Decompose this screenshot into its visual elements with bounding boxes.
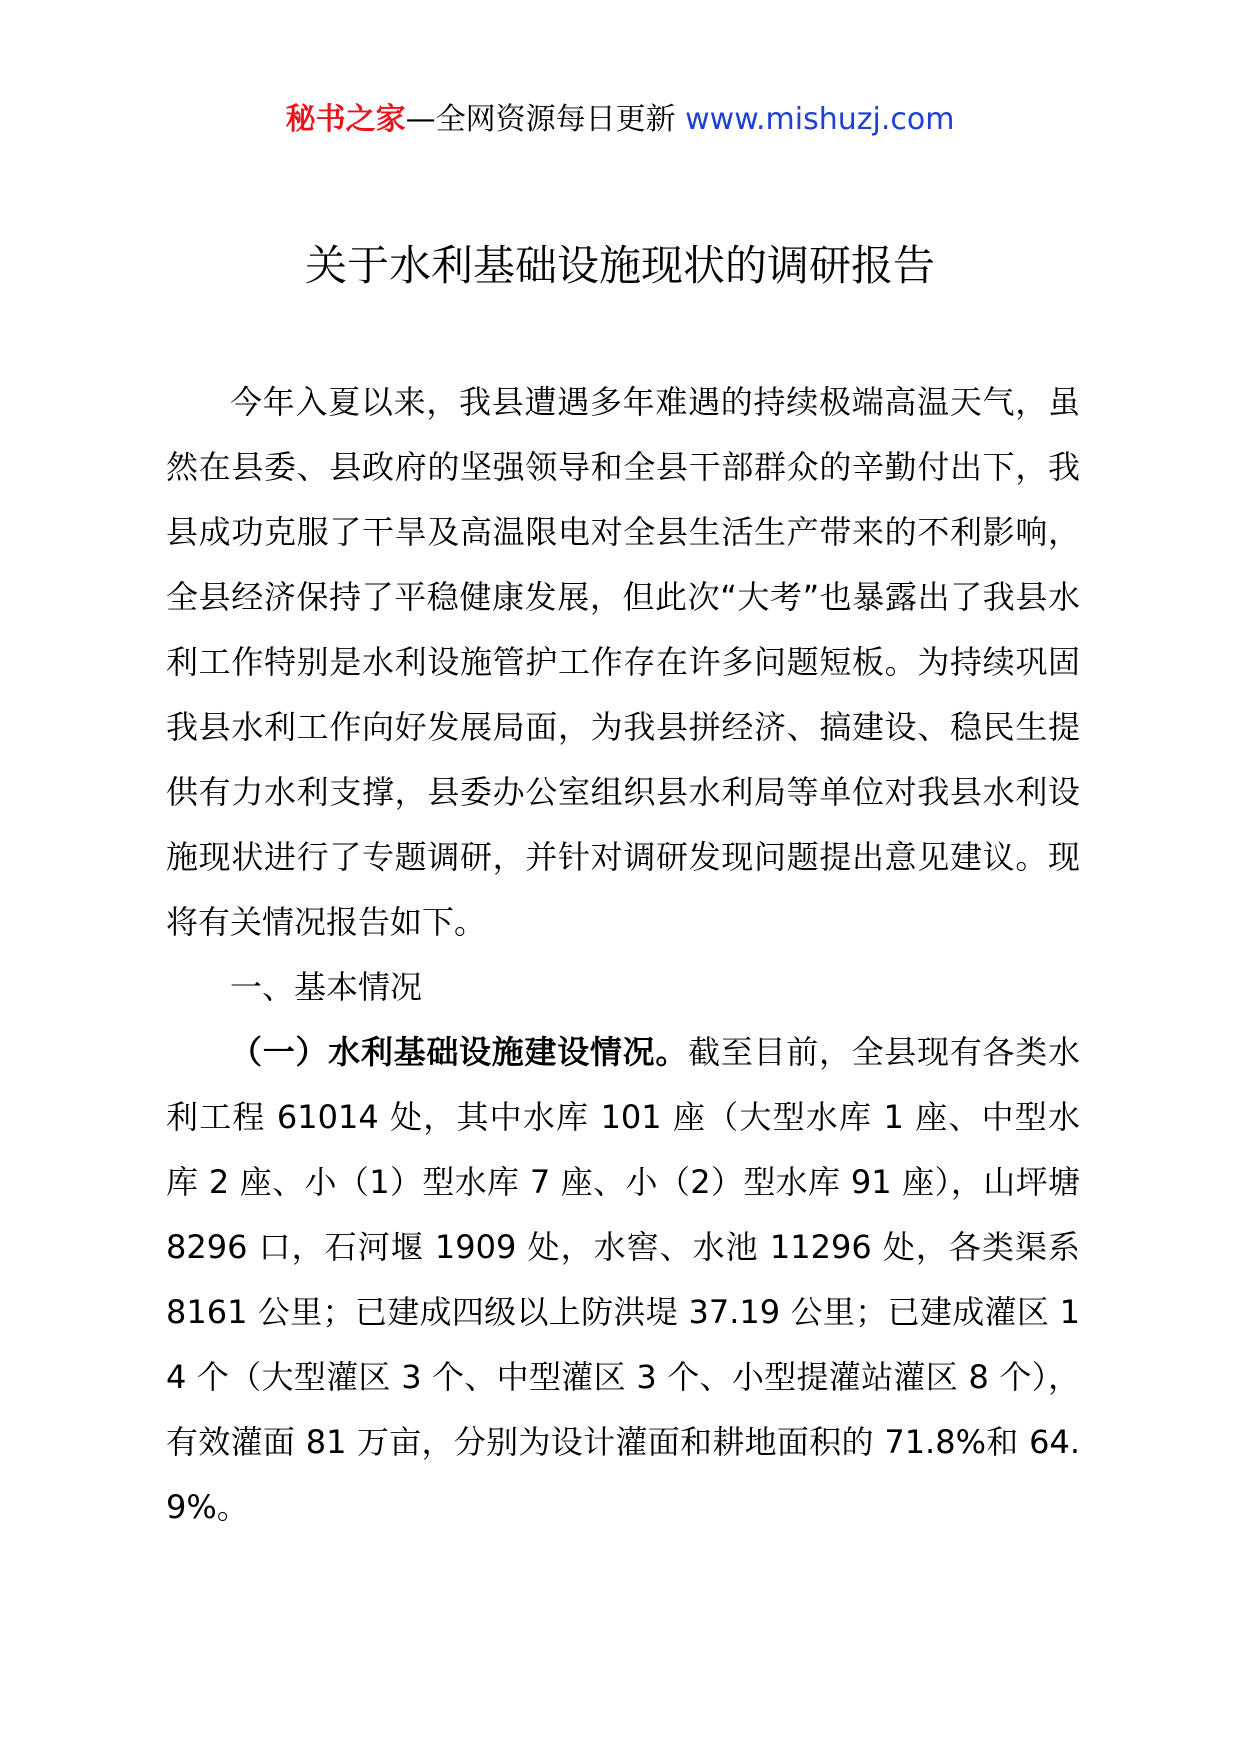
- document-title: 关于水利基础设施现状的调研报告: [304, 241, 935, 290]
- site-slogan: —全网资源每日更新: [405, 102, 686, 137]
- site-brand: 秘书之家: [285, 102, 406, 137]
- subsection-lead: （一）水利基础设施建设情况。: [230, 1033, 689, 1071]
- intro-paragraph: 今年入夏以来，我县遭遇多年难遇的持续极端高温天气，虽然在县委、县政府的坚强领导和全县干部群众的辛勤付出下，我县成功克服了干旱及高温限电对全县生活生产带来的不利影响，全县经济保持了平稳健康发展，但此次“大考”也暴露出了我县水利工作特别是水利设施管护工作存在许多问题短板。为持续巩固我县水利工作向好发展局面，为我县拼经济、搞建设、稳民生提供有力水利支撑，县委办公室组织县水利局等单位对我县水利设施现状进行了专题调研，并针对调研发现问题提出意见建议。现将有关情况报告如下。: [166, 383, 1080, 941]
- subsection-paragraph-infrastructure: [166, 1020, 1080, 1540]
- site-url-link[interactable]: www.mishuzj.com: [685, 102, 955, 137]
- subsection-text: 截至目前，全县现有各类水利工程 61014 处，其中水库 101 座（大型水库 1 座、中型水库 2 座、小（1）型水库 7 座、小（2）型水库 91 座），山坪塘 8296 口，石河堰 1909 处，水窖、水池 11296 处，各类渠系 8161 公里；已建成四级以上防洪堤 37.19 公里；已建成灌区 14 个（大型灌区 3 个、中型灌区 3 个、小型提灌站灌区 8 个），有效灌面 81 万亩，分别为设计灌面和耕地面积的 71.8%和 64.9%。: [166, 1033, 1080, 1526]
- document-body: [166, 370, 1080, 1540]
- site-header: [0, 100, 1240, 140]
- section-heading-basic-situation: 一、基本情况: [230, 968, 423, 1006]
